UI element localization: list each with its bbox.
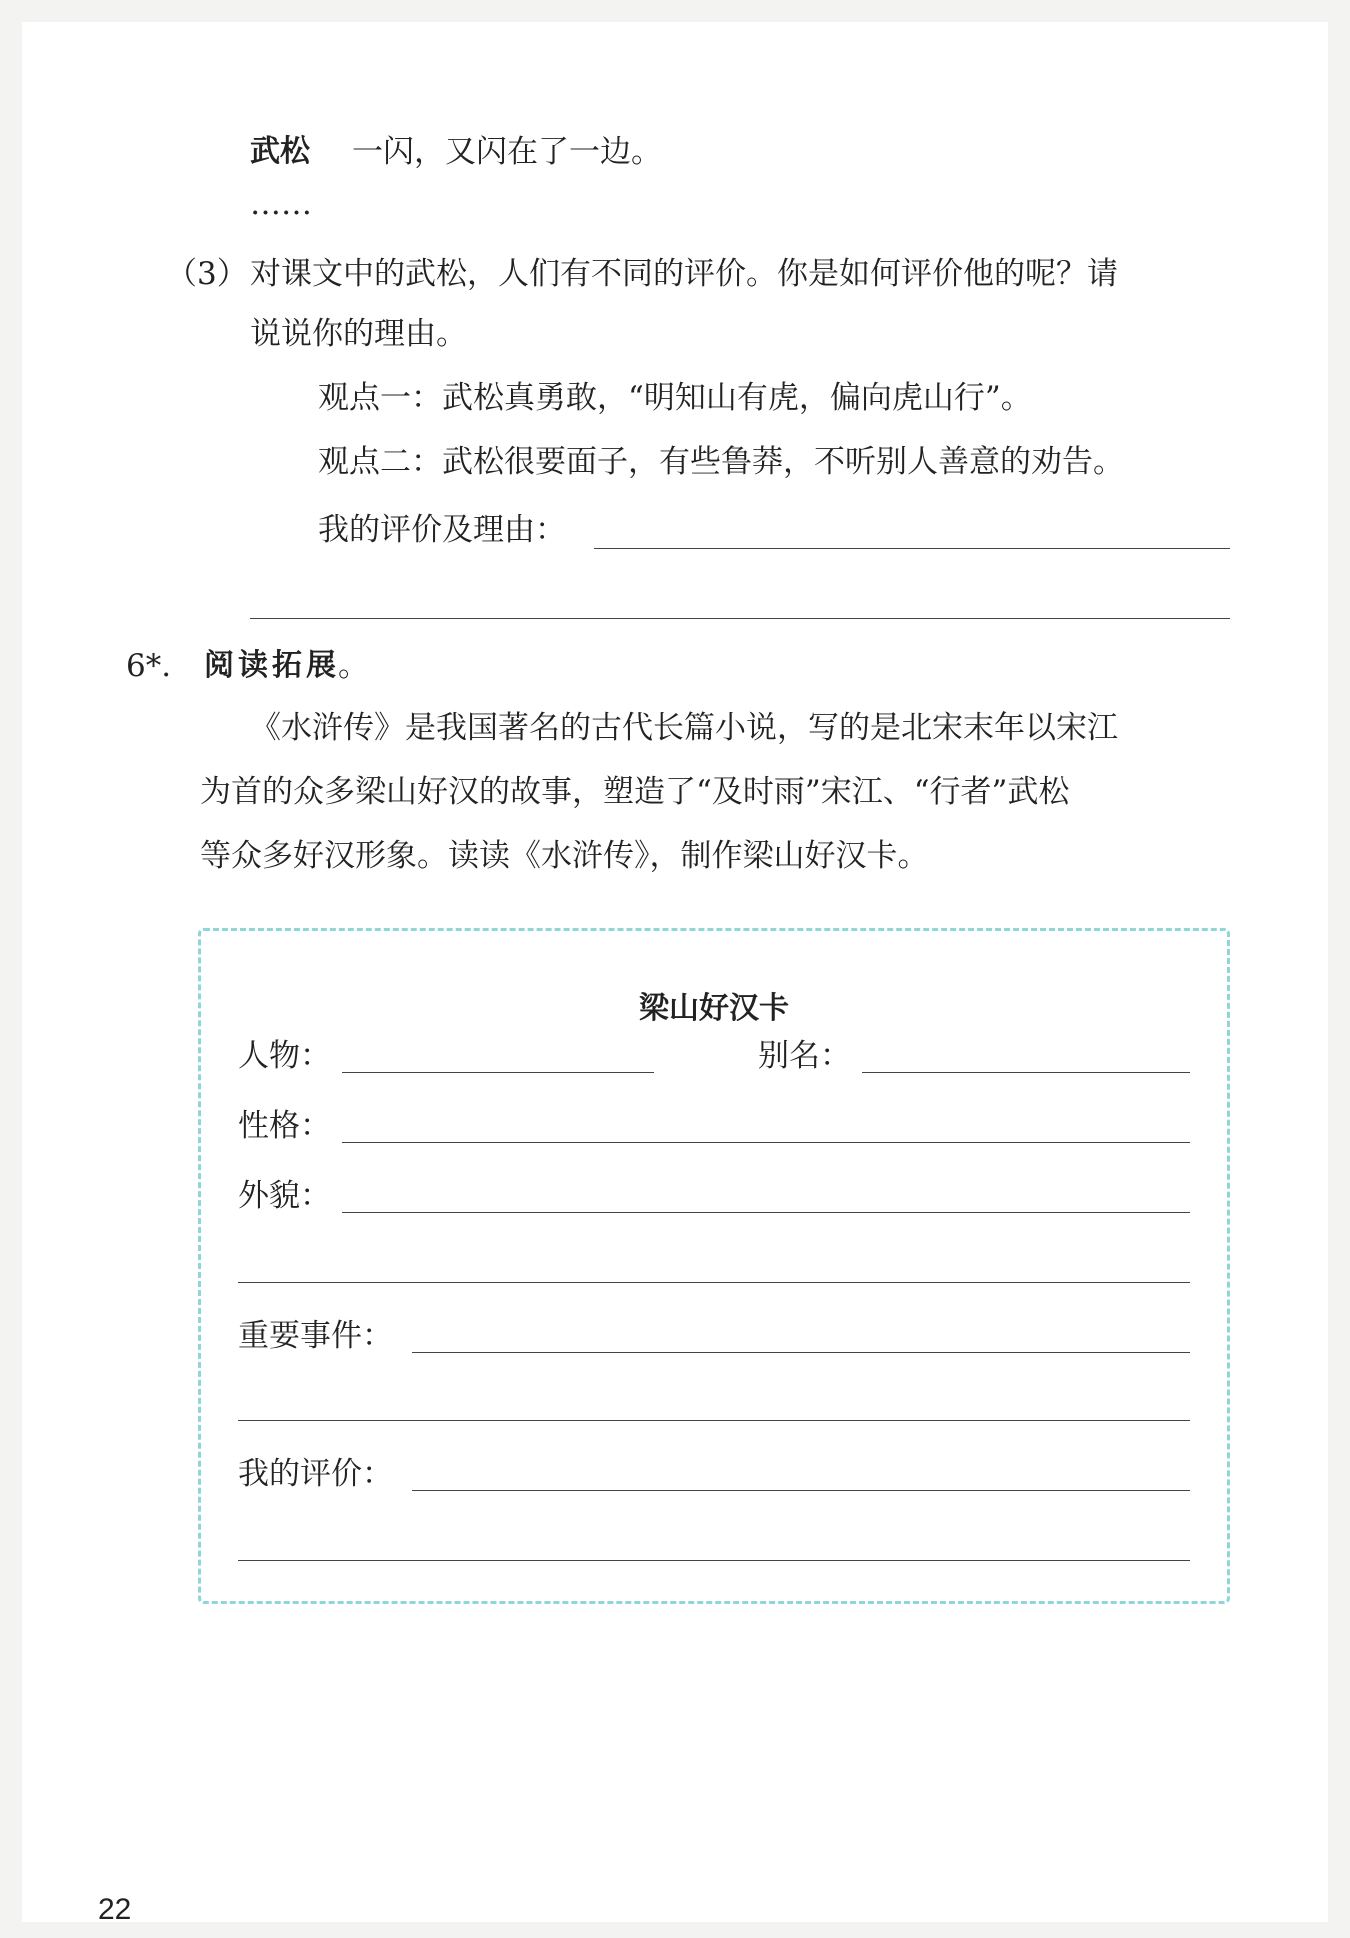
events-field-1[interactable]: [412, 1352, 1190, 1353]
appearance-field-1[interactable]: [342, 1212, 1190, 1213]
person-label: 人物：: [238, 1038, 331, 1074]
section-title-punct: 。: [338, 648, 369, 684]
ellipsis: ……: [250, 186, 312, 222]
character-field[interactable]: [342, 1142, 1190, 1143]
section-number: 6*.: [126, 648, 172, 684]
question-number: （3）: [166, 256, 248, 292]
my-evaluation-answer-line-2[interactable]: [250, 618, 1230, 619]
appearance-label: 外貌：: [238, 1178, 331, 1214]
viewpoint-two: 观点二：武松很要面子，有些鲁莽，不听别人善意的劝告。: [318, 444, 1124, 480]
person-field[interactable]: [342, 1072, 654, 1073]
hero-card: [198, 928, 1230, 1604]
my-evaluation-answer-line-1[interactable]: [594, 548, 1230, 549]
evaluation-label: 我的评价：: [238, 1456, 393, 1492]
character-label: 性格：: [238, 1108, 331, 1144]
alias-field[interactable]: [862, 1072, 1190, 1073]
alias-label: 别名：: [758, 1038, 851, 1074]
appearance-field-2[interactable]: [238, 1282, 1190, 1283]
evaluation-field-2[interactable]: [238, 1560, 1190, 1561]
card-title: 梁山好汉卡: [639, 991, 789, 1026]
question-text-line1: 对课文中的武松，人们有不同的评价。你是如何评价他的呢？请: [250, 256, 1118, 292]
dialogue-line: 一闪，又闪在了一边。: [352, 134, 662, 170]
viewpoint-one: 观点一：武松真勇敢，“明知山有虎，偏向虎山行”。: [318, 380, 1032, 416]
page-number: 22: [98, 1893, 132, 1926]
question-text-line2: 说说你的理由。: [250, 316, 467, 352]
events-field-2[interactable]: [238, 1420, 1190, 1421]
speaker-name: 武松: [250, 134, 310, 169]
evaluation-field-1[interactable]: [412, 1490, 1190, 1491]
section-title: 阅读拓展: [204, 648, 340, 683]
my-evaluation-label: 我的评价及理由：: [318, 512, 566, 548]
section-paragraph-line2: 为首的众多梁山好汉的故事，塑造了“及时雨”宋江、“行者”武松: [200, 774, 1070, 810]
section-paragraph-line3: 等众多好汉形象。读读《水浒传》，制作梁山好汉卡。: [200, 838, 929, 874]
section-paragraph-line1: 《水浒传》是我国著名的古代长篇小说，写的是北宋末年以宋江: [250, 710, 1118, 746]
events-label: 重要事件：: [238, 1318, 393, 1354]
